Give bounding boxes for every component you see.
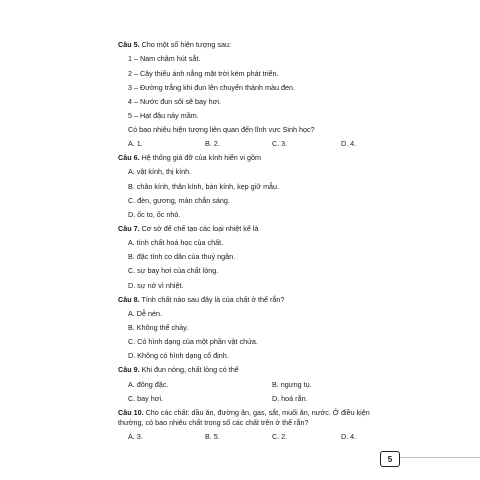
question-7 <box>118 224 258 233</box>
question-text: Tính chất nào sau đây là của chất ở thể rắn? <box>141 295 285 304</box>
question-8 <box>118 295 284 304</box>
question-text: Cho một số hiện tượng sau: <box>141 40 232 49</box>
question-label: Câu 7. <box>118 224 140 233</box>
option-b: B. ngưng tụ. <box>272 380 312 389</box>
option-b: B. Không thể chảy. <box>128 323 189 332</box>
question-text: Cho các chất: dầu ăn, đường ăn, gas, sắt, muối ăn, nước. Ở điều kiện <box>145 408 370 417</box>
option-b: B. đặc tính co dãn của thuỷ ngân. <box>128 252 236 261</box>
option-c: C. đèn, gương, màn chắn sáng. <box>128 196 230 205</box>
option-d: D. Không có hình dạng cố định. <box>128 351 229 360</box>
option-d: D. 4. <box>341 432 357 441</box>
page-edge-line <box>397 457 480 458</box>
question-label: Câu 8. <box>118 295 140 304</box>
question-text-continued: thường, có bao nhiêu chất trong số các chất trên ở thể rắn? <box>118 418 309 427</box>
option-c: C. 3. <box>272 139 288 148</box>
option-d: D. sự nở vì nhiệt. <box>128 281 184 290</box>
option-a: A. đông đặc. <box>128 380 169 389</box>
option-c: C. bay hơi. <box>128 394 164 403</box>
option-d: D. hoá rắn. <box>272 394 308 403</box>
option-a: A. 3. <box>128 432 143 441</box>
list-item: 4 – Nước đun sôi sẽ bay hơi. <box>128 97 221 106</box>
list-item: 1 – Nam châm hút sắt. <box>128 54 201 63</box>
question-5 <box>118 40 231 49</box>
question-text: Khi đun nóng, chất lỏng có thể <box>141 365 239 374</box>
option-c: C. sự bay hơi của chất lỏng. <box>128 266 219 275</box>
option-b: B. 5. <box>205 432 220 441</box>
option-a: A. 1. <box>128 139 143 148</box>
option-c: C. Có hình dạng của một phần vật chứa. <box>128 337 258 346</box>
question-label: Câu 6. <box>118 153 140 162</box>
option-a: A. tính chất hoá học của chất. <box>128 238 224 247</box>
question-label: Câu 9. <box>118 365 140 374</box>
question-text: Hệ thống giá đỡ của kính hiển vi gồm <box>141 153 261 162</box>
option-a: A. vật kính, thị kính. <box>128 167 192 176</box>
question-6 <box>118 153 261 162</box>
question-prompt: Có bao nhiêu hiện tượng liên quan đến lĩnh vực Sinh học? <box>128 125 315 134</box>
option-c: C. 2. <box>272 432 288 441</box>
question-9 <box>118 365 239 374</box>
question-10 <box>118 408 370 417</box>
question-label: Câu 10. <box>118 408 144 417</box>
list-item: 5 – Hạt đậu nảy mầm. <box>128 111 199 120</box>
question-label: Câu 5. <box>118 40 140 49</box>
option-d: D. 4. <box>341 139 357 148</box>
option-b: B. 2. <box>205 139 220 148</box>
list-item: 3 – Đường trắng khi đun lên chuyển thành màu đen. <box>128 83 295 92</box>
page-number: 5 <box>380 451 400 467</box>
list-item: 2 – Cây thiếu ánh nắng mặt trời kém phát triển. <box>128 69 279 78</box>
option-d: D. ốc to, ốc nhỏ. <box>128 210 181 219</box>
option-a: A. Dễ nén. <box>128 309 162 318</box>
option-b: B. chân kính, thân kính, bàn kính, kẹp giữ mẫu. <box>128 182 280 191</box>
question-text: Cơ sở để chế tạo các loại nhiệt kế là <box>141 224 259 233</box>
